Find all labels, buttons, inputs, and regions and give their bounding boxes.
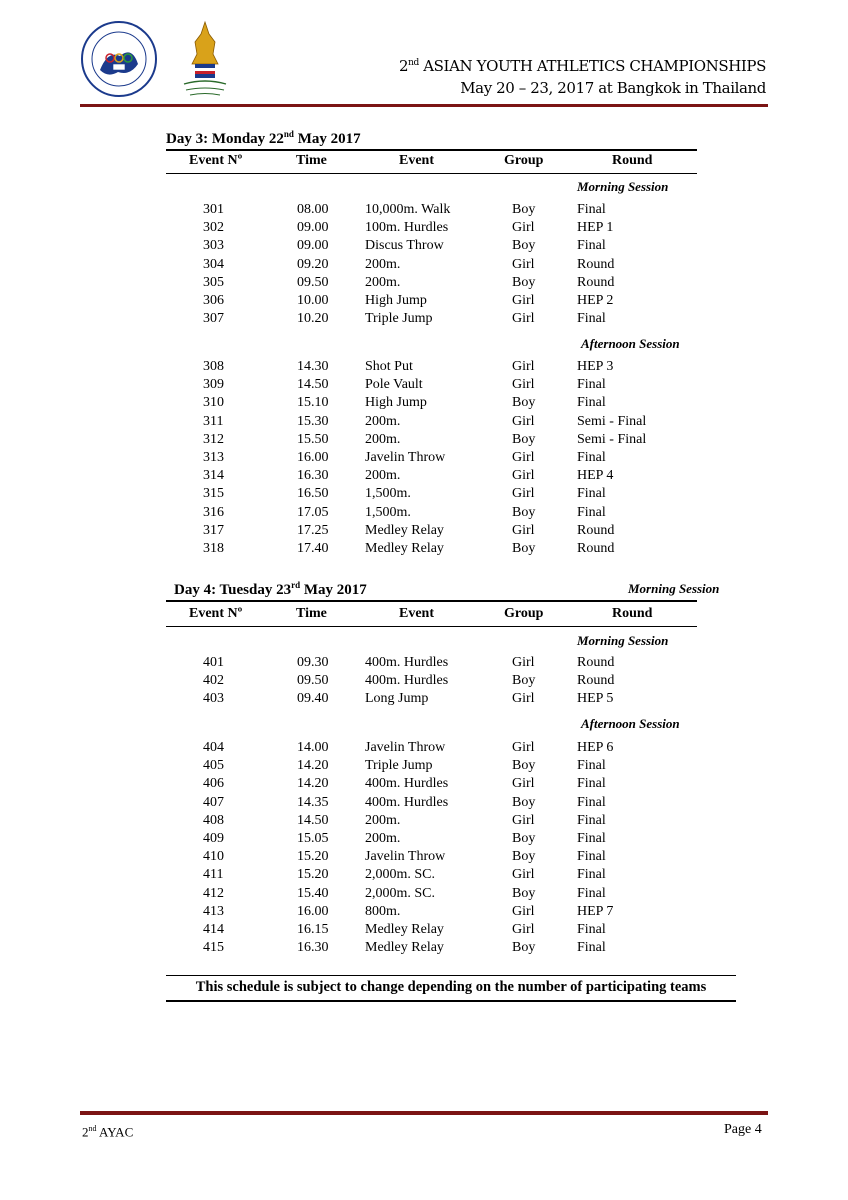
event-name: 200m.: [365, 468, 401, 484]
event-round: Final: [577, 238, 606, 254]
event-time: 16.50: [297, 486, 329, 502]
event-name: 800m.: [365, 903, 401, 919]
event-time: 10.20: [297, 311, 329, 327]
page-number: Page 4: [724, 1122, 762, 1137]
event-number: 306: [203, 293, 224, 308]
event-number: 304: [203, 256, 224, 272]
table-row: [0, 813, 848, 831]
event-group: Boy: [512, 940, 536, 956]
championship-title: 2nd ASIAN YOUTH ATHLETICS CHAMPIONSHIPS: [398, 57, 766, 75]
event-name: Javelin Throw: [365, 849, 446, 865]
event-round: Final: [577, 831, 606, 846]
event-name: Discus Throw: [365, 238, 444, 254]
col-time: Time: [296, 153, 327, 168]
event-time: 10.00: [297, 293, 329, 308]
col-round: Round: [612, 153, 653, 168]
event-name: Pole Vault: [365, 377, 423, 393]
table-row: [0, 691, 848, 709]
event-group: Girl: [512, 359, 535, 374]
header-rule: [80, 104, 768, 107]
event-group: Girl: [512, 812, 535, 828]
event-number: 301: [203, 202, 224, 217]
day4-afternoon-label: Afternoon Session: [581, 716, 680, 731]
event-round: HEP 5: [577, 691, 614, 707]
event-name: Medley Relay: [365, 922, 444, 937]
col-event-number: Event Nº: [189, 153, 243, 168]
day3-heading: Day 3: Monday 22nd May 2017: [166, 129, 361, 147]
event-group: Boy: [512, 274, 536, 290]
event-group: Boy: [512, 673, 536, 689]
event-round: Final: [577, 311, 606, 327]
event-number: 410: [203, 849, 224, 865]
event-round: Semi - Final: [577, 413, 647, 429]
event-round: Final: [577, 758, 606, 774]
event-round: Final: [577, 486, 606, 502]
event-number: 409: [203, 831, 224, 846]
event-group: Boy: [512, 885, 536, 901]
event-time: 14.35: [297, 794, 329, 810]
event-group: Boy: [512, 758, 536, 774]
event-name: High Jump: [365, 293, 427, 308]
table-row: [0, 886, 848, 904]
event-group: Boy: [512, 849, 536, 865]
event-name: 400m. Hurdles: [365, 673, 449, 689]
footer-rule: [80, 1111, 768, 1115]
event-group: Boy: [512, 238, 536, 254]
event-time: 09.00: [297, 220, 329, 236]
event-name: Shot Put: [365, 359, 413, 374]
event-number: 408: [203, 812, 224, 828]
event-time: 14.20: [297, 758, 329, 774]
day4-header-rule: [166, 626, 697, 627]
event-number: 312: [203, 431, 224, 447]
event-time: 08.00: [297, 202, 329, 217]
event-round: Final: [577, 849, 606, 865]
event-round: HEP 3: [577, 359, 614, 374]
table-row: [0, 776, 848, 794]
table-row: [0, 904, 848, 922]
event-time: 14.30: [297, 359, 329, 374]
event-group: Girl: [512, 522, 535, 538]
event-number: 309: [203, 377, 224, 393]
table-row: [0, 523, 848, 541]
event-time: 16.15: [297, 922, 329, 937]
event-number: 310: [203, 395, 224, 411]
event-group: Girl: [512, 655, 535, 670]
event-group: Girl: [512, 903, 535, 919]
event-time: 15.50: [297, 431, 329, 447]
event-name: High Jump: [365, 395, 427, 411]
event-time: 17.40: [297, 541, 329, 556]
event-round: Final: [577, 395, 606, 411]
table-row: [0, 468, 848, 486]
table-row: [0, 414, 848, 432]
event-time: 16.30: [297, 940, 329, 956]
event-round: Round: [577, 655, 615, 670]
event-name: 2,000m. SC.: [365, 867, 436, 883]
event-round: Final: [577, 202, 606, 217]
event-number: 308: [203, 359, 224, 374]
day4-heading: Day 4: Tuesday 23rd May 2017: [174, 580, 367, 598]
event-group: Girl: [512, 867, 535, 883]
day3-top-rule: [166, 149, 697, 151]
event-group: Girl: [512, 468, 535, 484]
table-row: [0, 202, 848, 220]
event-name: 10,000m. Walk: [365, 202, 451, 217]
event-group: Girl: [512, 486, 535, 502]
event-number: 402: [203, 673, 224, 689]
event-round: HEP 4: [577, 468, 614, 484]
event-round: Round: [577, 522, 615, 538]
table-row: [0, 940, 848, 958]
event-round: HEP 2: [577, 293, 614, 308]
col-event-number: Event Nº: [189, 606, 243, 621]
table-row: [0, 238, 848, 256]
day3-afternoon-label: Afternoon Session: [581, 336, 680, 351]
event-time: 16.00: [297, 450, 329, 465]
event-name: Medley Relay: [365, 522, 444, 538]
event-name: 400m. Hurdles: [365, 794, 449, 810]
table-row: [0, 377, 848, 395]
event-round: Round: [577, 673, 615, 689]
event-number: 413: [203, 903, 224, 919]
event-number: 314: [203, 468, 224, 484]
event-time: 14.50: [297, 812, 329, 828]
event-round: Final: [577, 940, 606, 956]
table-row: [0, 740, 848, 758]
table-row: [0, 655, 848, 673]
event-name: Triple Jump: [365, 758, 433, 774]
event-time: 16.30: [297, 468, 329, 484]
event-time: 17.25: [297, 522, 329, 538]
event-group: Boy: [512, 431, 536, 447]
table-row: [0, 849, 848, 867]
event-round: Final: [577, 504, 606, 520]
championship-subtitle: May 20 – 23, 2017 at Bangkok in Thailand: [460, 79, 766, 97]
col-event: Event: [399, 153, 434, 168]
event-name: 1,500m.: [365, 486, 411, 502]
event-group: Girl: [512, 776, 535, 792]
table-row: [0, 257, 848, 275]
table-row: [0, 831, 848, 849]
event-group: Girl: [512, 922, 535, 937]
day4-top-rule: [166, 600, 697, 602]
event-round: HEP 6: [577, 740, 614, 755]
table-row: [0, 432, 848, 450]
event-time: 09.50: [297, 673, 329, 689]
event-name: 200m.: [365, 831, 401, 846]
col-group: Group: [504, 153, 544, 168]
event-name: 200m.: [365, 413, 401, 429]
event-number: 313: [203, 450, 224, 465]
event-group: Girl: [512, 256, 535, 272]
event-number: 414: [203, 922, 224, 937]
event-number: 307: [203, 311, 224, 327]
event-group: Girl: [512, 220, 535, 236]
event-number: 318: [203, 541, 224, 556]
thailand-athletics-emblem: [180, 20, 230, 100]
event-time: 15.10: [297, 395, 329, 411]
table-row: [0, 758, 848, 776]
event-group: Boy: [512, 395, 536, 411]
event-group: Girl: [512, 691, 535, 707]
table-row: [0, 867, 848, 885]
event-name: 400m. Hurdles: [365, 655, 449, 670]
event-name: Javelin Throw: [365, 450, 446, 465]
table-row: [0, 275, 848, 293]
event-group: Girl: [512, 450, 535, 465]
table-row: [0, 450, 848, 468]
col-round: Round: [612, 606, 653, 621]
event-number: 411: [203, 867, 224, 883]
event-round: Final: [577, 776, 606, 792]
event-number: 317: [203, 522, 224, 538]
event-time: 09.50: [297, 274, 329, 290]
col-time: Time: [296, 606, 327, 621]
event-name: 200m.: [365, 431, 401, 447]
event-number: 405: [203, 758, 224, 774]
event-time: 09.40: [297, 691, 329, 707]
event-round: HEP 7: [577, 903, 614, 919]
schedule-disclaimer: This schedule is subject to change depending on the number of participating teams: [195, 979, 707, 995]
table-row: [0, 673, 848, 691]
event-name: 200m.: [365, 274, 401, 290]
event-round: Final: [577, 885, 606, 901]
event-name: Javelin Throw: [365, 740, 446, 755]
event-group: Boy: [512, 541, 536, 556]
table-row: [0, 795, 848, 813]
event-group: Boy: [512, 831, 536, 846]
event-number: 404: [203, 740, 224, 755]
event-number: 403: [203, 691, 224, 707]
event-name: 1,500m.: [365, 504, 411, 520]
event-number: 315: [203, 486, 224, 502]
event-round: Final: [577, 377, 606, 393]
event-number: 311: [203, 413, 224, 429]
event-group: Girl: [512, 377, 535, 393]
event-round: Final: [577, 812, 606, 828]
event-number: 302: [203, 220, 224, 236]
event-number: 305: [203, 274, 224, 290]
event-number: 415: [203, 940, 224, 956]
event-group: Girl: [512, 740, 535, 755]
table-row: [0, 293, 848, 311]
event-time: 14.50: [297, 377, 329, 393]
event-group: Girl: [512, 413, 535, 429]
event-number: 316: [203, 504, 224, 520]
event-round: Final: [577, 450, 606, 465]
table-row: [0, 486, 848, 504]
day4-morning-label: Morning Session: [577, 633, 669, 648]
event-time: 09.00: [297, 238, 329, 254]
event-time: 17.05: [297, 504, 329, 520]
table-row: [0, 505, 848, 523]
event-group: Girl: [512, 311, 535, 327]
event-round: Round: [577, 541, 615, 556]
event-number: 401: [203, 655, 224, 670]
col-group: Group: [504, 606, 544, 621]
event-round: Final: [577, 867, 606, 883]
asian-athletics-association-logo: [80, 20, 158, 98]
event-number: 303: [203, 238, 224, 254]
table-row: [0, 922, 848, 940]
event-round: Semi - Final: [577, 431, 647, 447]
event-round: Final: [577, 794, 606, 810]
event-name: 400m. Hurdles: [365, 776, 449, 792]
event-time: 15.20: [297, 849, 329, 865]
event-name: 2,000m. SC.: [365, 885, 436, 901]
event-name: 200m.: [365, 256, 401, 272]
event-time: 09.20: [297, 256, 329, 272]
event-name: Long Jump: [365, 691, 429, 707]
footer-label: 2nd AYAC: [82, 1124, 134, 1140]
table-row: [0, 359, 848, 377]
event-number: 412: [203, 885, 224, 901]
day4-side-session-label: Morning Session: [628, 581, 720, 596]
event-number: 406: [203, 776, 224, 792]
table-row: [0, 541, 848, 559]
event-group: Boy: [512, 504, 536, 520]
day3-header-rule: [166, 173, 697, 174]
event-time: 14.00: [297, 740, 329, 755]
event-round: Round: [577, 274, 615, 290]
event-time: 16.00: [297, 903, 329, 919]
event-time: 15.40: [297, 885, 329, 901]
day3-morning-label: Morning Session: [577, 179, 669, 194]
event-round: Round: [577, 256, 615, 272]
event-name: Medley Relay: [365, 940, 444, 956]
event-time: 15.05: [297, 831, 329, 846]
event-group: Boy: [512, 202, 536, 217]
table-row: [0, 311, 848, 329]
event-number: 407: [203, 794, 224, 810]
table-row: [0, 395, 848, 413]
event-name: 200m.: [365, 812, 401, 828]
table-row: [0, 220, 848, 238]
event-time: 09.30: [297, 655, 329, 670]
event-time: 15.30: [297, 413, 329, 429]
event-name: Medley Relay: [365, 541, 444, 556]
event-round: HEP 1: [577, 220, 614, 236]
event-time: 14.20: [297, 776, 329, 792]
event-group: Girl: [512, 293, 535, 308]
col-event: Event: [399, 606, 434, 621]
event-round: Final: [577, 922, 606, 937]
event-group: Boy: [512, 794, 536, 810]
event-name: 100m. Hurdles: [365, 220, 449, 236]
event-time: 15.20: [297, 867, 329, 883]
event-name: Triple Jump: [365, 311, 433, 327]
